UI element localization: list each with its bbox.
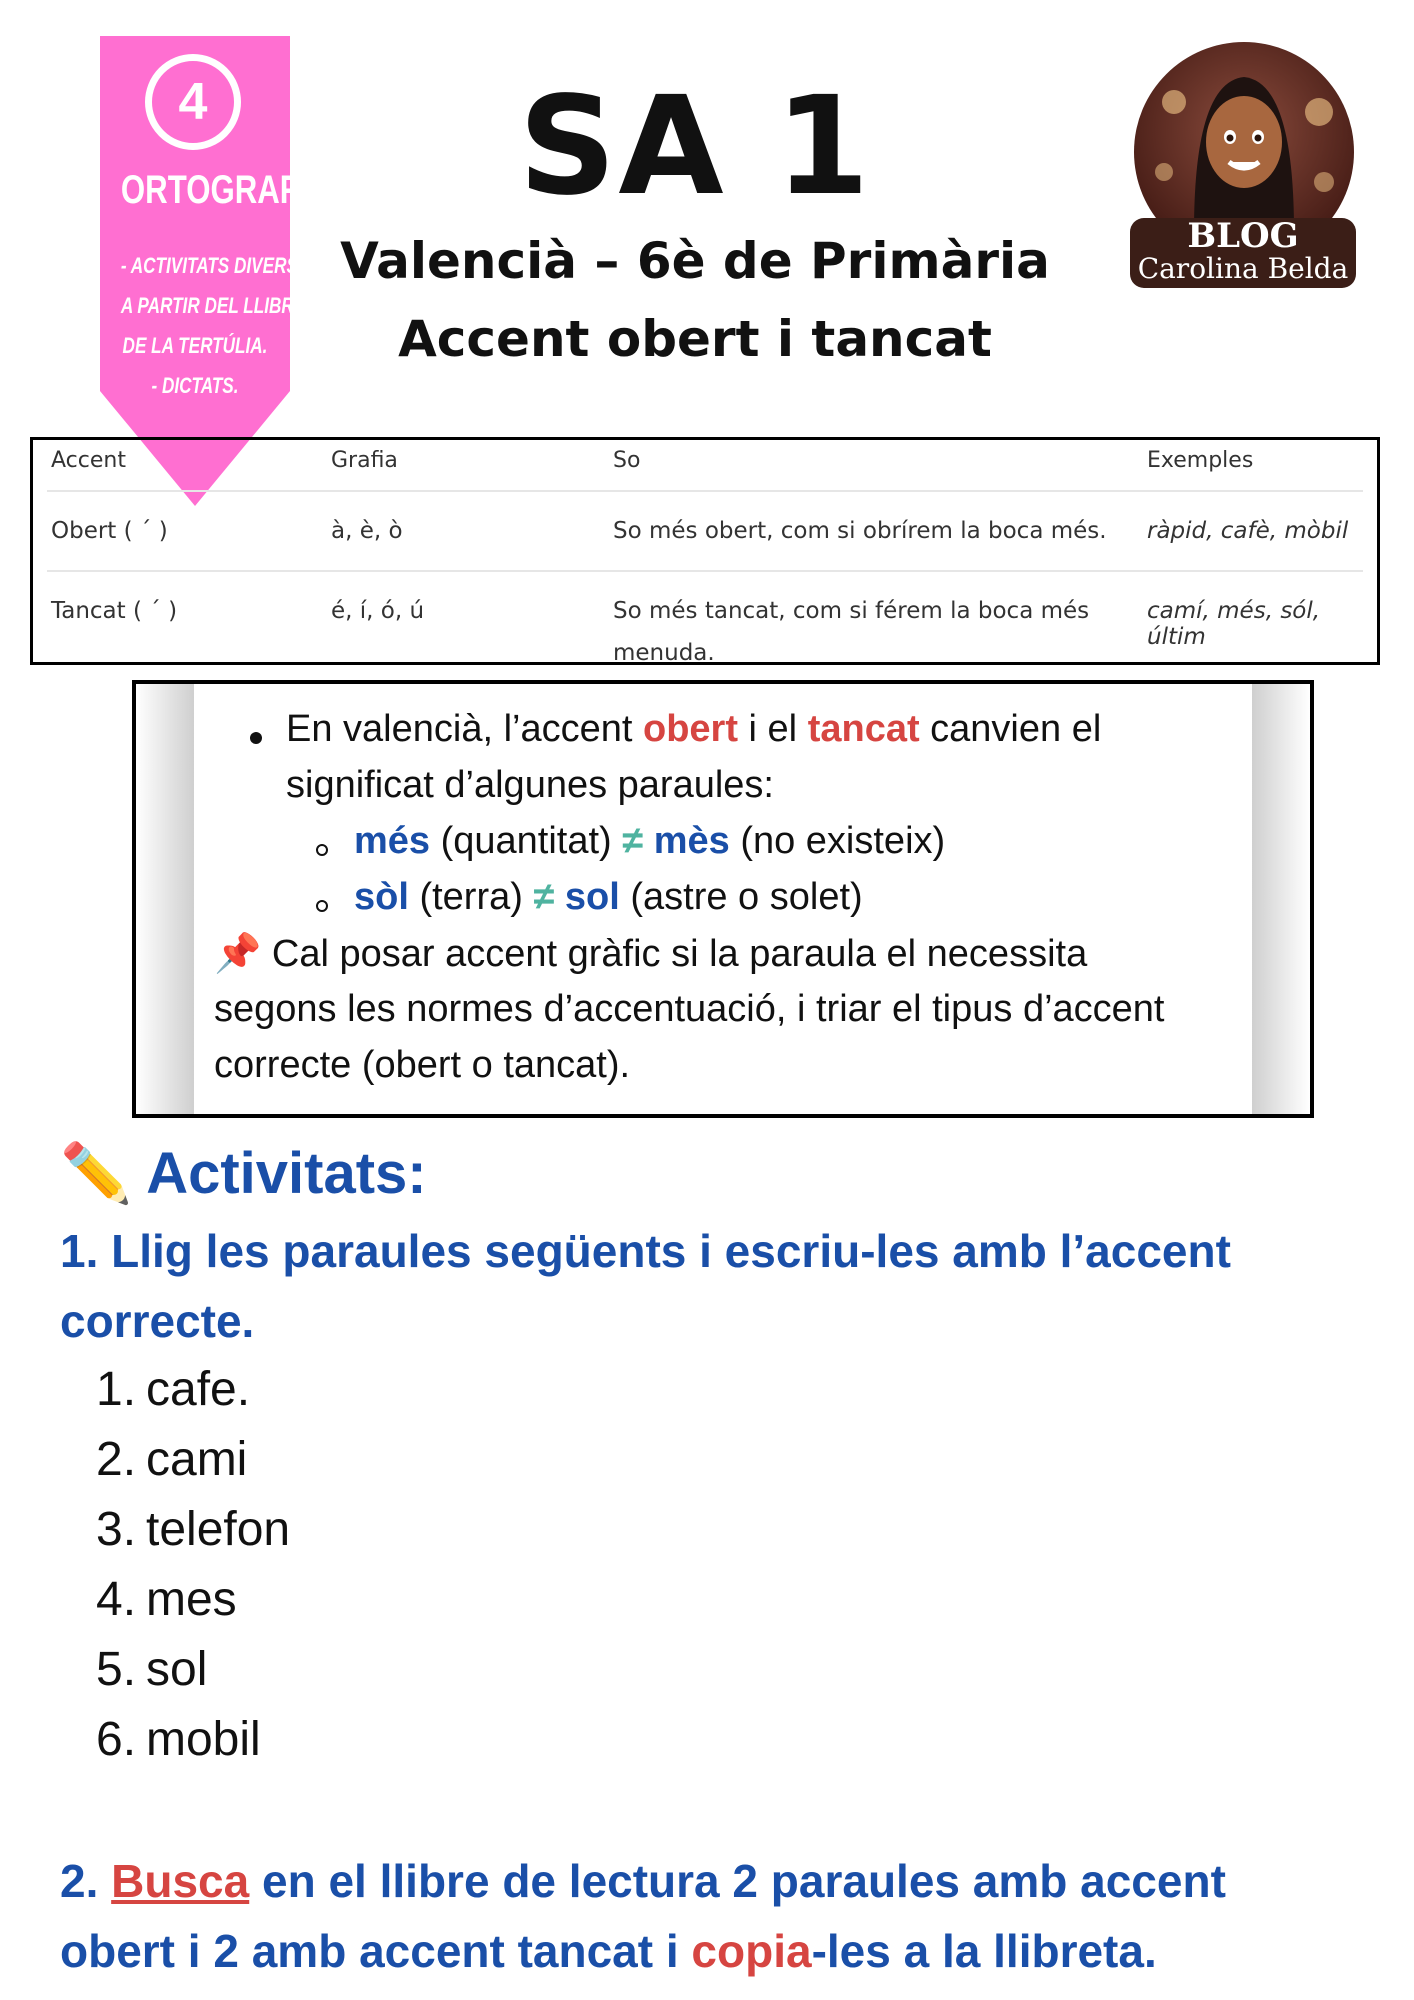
blog-logo bbox=[1128, 38, 1358, 288]
keyword-copia: copia bbox=[691, 1925, 812, 1977]
list-word: mobil bbox=[146, 1713, 261, 1766]
pencil-icon: ✏️ bbox=[60, 1141, 133, 1206]
ribbon-number-badge: 4 bbox=[145, 54, 241, 150]
list-item bbox=[96, 1362, 250, 1417]
logo-blog-word: BLOG bbox=[1187, 216, 1299, 256]
question-text: en el llibre de lectura 2 paraules amb accent bbox=[249, 1855, 1226, 1907]
info-text: i el bbox=[737, 708, 808, 750]
info-text: (terra) bbox=[408, 876, 534, 918]
blog-logo-label bbox=[1130, 218, 1356, 288]
info-example bbox=[354, 820, 945, 863]
ribbon-line: - ACTIVITATS DIVERSES bbox=[120, 253, 321, 278]
ribbon-title: ORTOGRAFIA bbox=[120, 168, 331, 212]
info-note: segons les normes d’accentuació, i triar el tipus d’accent bbox=[214, 988, 1165, 1030]
info-box bbox=[132, 680, 1314, 1118]
table-cell: camí, més, sól, últim bbox=[1147, 598, 1321, 650]
list-word: cafe. bbox=[146, 1363, 251, 1416]
table-cell: ràpid, cafè, mòbil bbox=[1147, 518, 1349, 544]
info-note: correcte (obert o tancat). bbox=[214, 1044, 631, 1086]
list-item bbox=[96, 1642, 207, 1697]
info-note bbox=[214, 932, 1087, 976]
question-2 bbox=[60, 1846, 1226, 1916]
table-header-cell: Exemples bbox=[1147, 448, 1254, 473]
table-header-row bbox=[47, 440, 1363, 492]
table-cell: So més obert, com si obrírem la boca més. bbox=[613, 518, 1107, 544]
ribbon-line: - DICTATS. bbox=[151, 373, 239, 398]
activities-heading bbox=[60, 1140, 427, 1208]
list-word: telefon bbox=[146, 1503, 291, 1556]
table-cell: Obert ( ´ ) bbox=[51, 518, 168, 544]
info-keyword-obert: obert bbox=[642, 708, 738, 750]
example-word: sòl bbox=[354, 876, 409, 918]
question-text: obert i 2 amb accent tancat i bbox=[60, 1925, 692, 1977]
list-number: 5. bbox=[96, 1643, 137, 1696]
info-box-shadow-left bbox=[136, 684, 194, 1114]
table-header-cell: Accent bbox=[51, 448, 126, 473]
example-word: mès bbox=[643, 820, 730, 862]
ribbon-description bbox=[100, 246, 321, 406]
info-text: (quantitat) bbox=[430, 820, 623, 862]
bullet-icon bbox=[250, 732, 262, 744]
list-number: 4. bbox=[96, 1573, 137, 1626]
not-equal-sign: ≠ bbox=[533, 876, 555, 918]
question-number: 2. bbox=[60, 1855, 112, 1907]
keyword-busca: Busca bbox=[111, 1855, 250, 1907]
ribbon-line: A PARTIR DEL LLIBRE bbox=[120, 293, 306, 318]
not-equal-sign: ≠ bbox=[622, 820, 644, 862]
list-number: 3. bbox=[96, 1503, 137, 1556]
table-header-cell: Grafia bbox=[331, 448, 398, 473]
table-row bbox=[47, 492, 1363, 572]
info-text: (no existeix) bbox=[729, 820, 946, 862]
list-item bbox=[96, 1572, 237, 1627]
sub-bullet-icon bbox=[316, 900, 328, 912]
list-number: 6. bbox=[96, 1713, 137, 1766]
list-number: 2. bbox=[96, 1433, 137, 1486]
info-text: canvien el bbox=[919, 708, 1102, 750]
example-word: més bbox=[354, 820, 431, 862]
list-number: 1. bbox=[96, 1363, 137, 1416]
table-header-cell: So bbox=[613, 448, 641, 473]
logo-author-name: Carolina Belda bbox=[1137, 252, 1349, 285]
question-text: -les a la llibreta. bbox=[811, 1925, 1157, 1977]
activities-title: Activitats: bbox=[146, 1141, 427, 1206]
question-2-continued bbox=[60, 1916, 1157, 1986]
question-1: 1. Llig les paraules següents i escriu-les amb l’accent bbox=[60, 1225, 1231, 1277]
info-line bbox=[286, 708, 1101, 751]
table-cell: menuda. bbox=[613, 640, 715, 666]
list-word: mes bbox=[146, 1573, 237, 1626]
info-line: significat d’algunes paraules: bbox=[286, 764, 774, 806]
table-cell: é, í, ó, ú bbox=[331, 598, 425, 624]
ribbon-line: DE LA TERTÚLIA. bbox=[122, 333, 268, 358]
info-keyword-tancat: tancat bbox=[807, 708, 920, 750]
list-word: sol bbox=[146, 1643, 208, 1696]
question-1-continued: correcte. bbox=[60, 1295, 255, 1347]
info-text: Cal posar accent gràfic si la paraula el necessita bbox=[261, 933, 1088, 975]
list-item bbox=[96, 1712, 261, 1767]
list-item bbox=[96, 1432, 247, 1487]
page-title: SA 1 bbox=[518, 68, 872, 226]
list-item bbox=[96, 1502, 290, 1557]
table-cell: Tancat ( ´ ) bbox=[51, 598, 178, 624]
accent-table bbox=[30, 437, 1380, 665]
info-text: (astre o solet) bbox=[619, 876, 863, 918]
category-ribbon bbox=[100, 36, 331, 506]
example-word: sol bbox=[554, 876, 620, 918]
info-example bbox=[354, 876, 863, 919]
pushpin-icon: 📌 bbox=[214, 933, 262, 975]
table-cell: à, è, ò bbox=[331, 518, 403, 544]
sub-bullet-icon bbox=[316, 844, 328, 856]
table-cell: So més tancat, com si férem la boca més bbox=[613, 598, 1090, 624]
page-topic: Accent obert i tancat bbox=[398, 310, 992, 368]
list-word: cami bbox=[146, 1433, 248, 1486]
page-subtitle: Valencià – 6è de Primària bbox=[340, 232, 1050, 290]
info-box-shadow-right bbox=[1252, 684, 1310, 1114]
info-text: En valencià, l’accent bbox=[286, 708, 643, 750]
table-row bbox=[47, 572, 1363, 666]
